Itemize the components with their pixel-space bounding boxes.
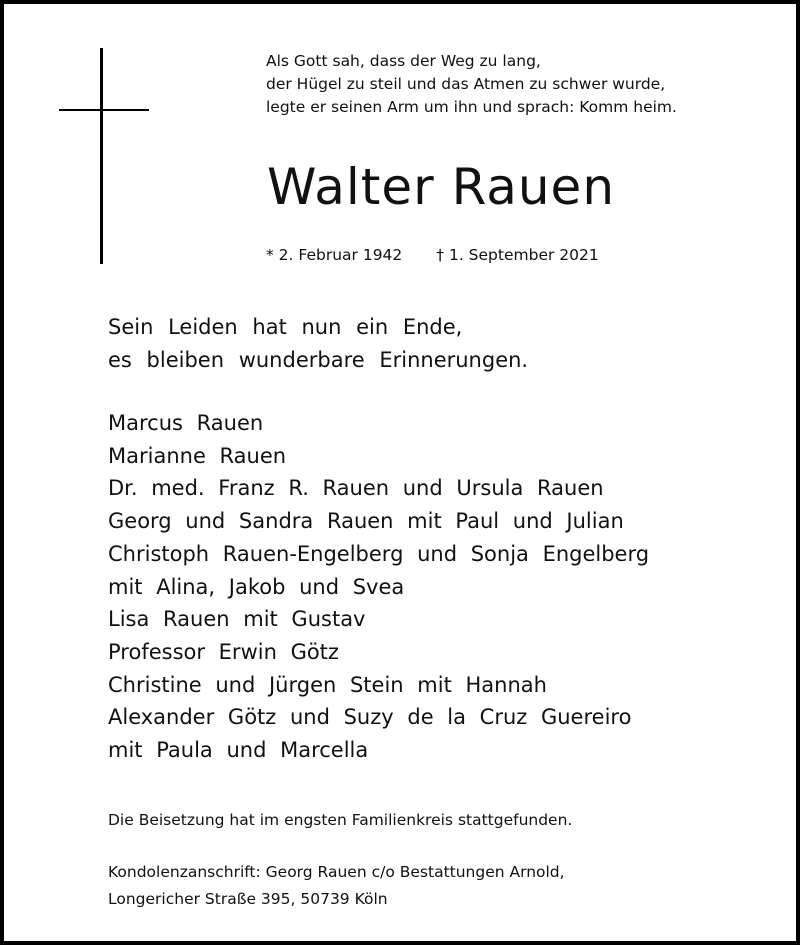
mourner-line: Dr. med. Franz R. Rauen und Ursula Rauen: [108, 476, 604, 501]
farewell-quote: [108, 311, 528, 377]
mourners-list: [108, 407, 649, 767]
mourner-line: mit Alina, Jakob und Svea: [108, 574, 405, 599]
burial-note: Die Beisetzung hat im engsten Familienkreis stattgefunden.: [108, 811, 573, 829]
verse-line: legte er seinen Arm um ihn und sprach: Komm heim.: [266, 98, 677, 116]
condolence-address: [108, 859, 565, 913]
verse-line: Als Gott sah, dass der Weg zu lang,: [266, 52, 541, 70]
mourner-line: Georg und Sandra Rauen mit Paul und Julian: [108, 509, 624, 534]
mourner-line: Marianne Rauen: [108, 443, 287, 468]
memorial-verse: [266, 50, 677, 119]
verse-line: der Hügel zu steil und das Atmen zu schwer wurde,: [266, 75, 666, 93]
death-date: † 1. September 2021: [436, 246, 599, 264]
cross-vertical-bar: [100, 48, 103, 264]
mourner-line: Marcus Rauen: [108, 411, 264, 435]
mourner-line: Alexander Götz und Suzy de la Cruz Guereiro: [108, 705, 632, 730]
contact-line: Longericher Straße 395, 50739 Köln: [108, 890, 388, 908]
mourner-line: mit Paula und Marcella: [108, 738, 369, 763]
quote-line: es bleiben wunderbare Erinnerungen.: [108, 348, 529, 372]
contact-line: Kondolenzanschrift: Georg Rauen c/o Bestattungen Arnold,: [108, 863, 565, 881]
mourner-line: Christine und Jürgen Stein mit Hannah: [108, 672, 547, 697]
mourner-line: Christoph Rauen-Engelberg und Sonja Engelberg: [108, 541, 650, 566]
life-dates: [266, 244, 599, 266]
deceased-name: Walter Rauen: [267, 158, 616, 216]
cross-horizontal-bar: [59, 109, 149, 111]
birth-date: * 2. Februar 1942: [266, 246, 403, 264]
mourner-line: Professor Erwin Götz: [108, 639, 339, 664]
quote-line: Sein Leiden hat nun ein Ende,: [108, 315, 463, 339]
mourner-line: Lisa Rauen mit Gustav: [108, 607, 366, 632]
